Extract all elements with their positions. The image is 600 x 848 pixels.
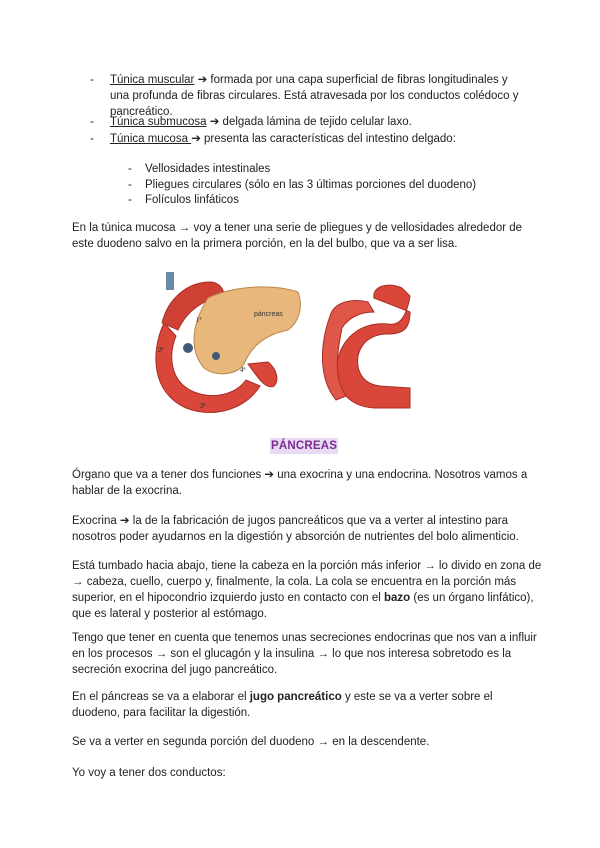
paragraph-functions: Órgano que va a tener dos funciones ➔ una exocrina y una endocrina. Nosotros vamos a hablar de la exocrina. <box>72 469 528 497</box>
duct-stub <box>166 272 174 290</box>
bullet-dash: - <box>90 74 94 86</box>
bullet-text: ➔ delgada lámina de tejido celular laxo. <box>206 116 412 128</box>
term-tunica-mucosa: Túnica mucosa <box>110 133 192 145</box>
paragraph-ducts: Yo voy a tener dos conductos: <box>72 767 226 779</box>
paragraph-exocrine: Exocrina ➔ la de la fabricación de jugos pancreáticos que va a verter al intestino para nosotros poder ayudarnos en la digestión y absorción de nutrientes del bolo alimenticio. <box>72 515 519 543</box>
term-tunica-muscular: Túnica muscular <box>110 74 195 86</box>
pancreas-head <box>194 287 300 374</box>
paragraph-endocrine: Tengo que tener en cuenta que tenemos unas secreciones endocrinas que nos van a influir en los procesos → son el glucagón y la insulina → lo que nos interesa sobretodo es la secreción exocrina del jugo pancreático. <box>72 632 537 676</box>
paragraph-secretion-site: Se va a verter en segunda porción del duodeno → en la descendente. <box>72 736 430 748</box>
label-fourth-portion: 4ª <box>240 366 246 374</box>
bullet-dash: - <box>90 116 94 128</box>
term-bazo: bazo <box>383 592 411 604</box>
label-second-portion: 2ª <box>158 346 164 354</box>
bullet-tunica-submucosa <box>90 114 530 130</box>
bullet-text: ➔ formada por una capa superficial de fibras longitudinales y una profunda de fibras circulares. Está atravesada por los conductos colédoco y pancreático. <box>110 74 519 118</box>
subbullet: - Folículos linfáticos <box>128 194 239 206</box>
duodenum-illustration <box>148 268 438 420</box>
bullet-tunica-muscular <box>90 72 530 120</box>
vessel-marker <box>212 352 220 360</box>
papilla-marker <box>183 343 193 353</box>
term-tunica-submucosa: Túnica submucosa <box>110 116 207 128</box>
label-first-portion: 1ª <box>196 316 202 324</box>
subbullet: - Pliegues circulares (sólo en las 3 últimas porciones del duodeno) <box>128 179 477 191</box>
bullet-text: ➔ presenta las características del intestino delgado: <box>191 133 456 145</box>
section-heading-pancreas: PÁNCREAS <box>271 440 338 452</box>
label-third-portion: 3ª <box>200 402 206 410</box>
label-pancreas: páncreas <box>254 311 283 318</box>
paragraph-mucosa: En la túnica mucosa → voy a tener una serie de pliegues y de vellosidades alrededor de este duodeno salvo en la primera porción, en la del bulbo, que va a ser lisa. <box>72 222 523 250</box>
term-jugo-pancreatico: jugo pancreático <box>249 691 342 703</box>
paragraph-pancreatic-juice: En el páncreas se va a elaborar el jugo pancreático y este se va a verter sobre el duodeno, para facilitar la digestión. <box>72 691 493 719</box>
subbullet: - Vellosidades intestinales <box>128 163 271 175</box>
paragraph-anatomy: Está tumbado hacia abajo, tiene la cabeza en la porción más inferior → lo divido en zona de → cabeza, cuello, cuerpo y, finalmente, la cola. La cola se encuentra en la porción más superior, en el hipocondrio izquierdo justo en contacto con el bazo (es un órgano linfático), que es lateral y posterior al estómago. <box>72 560 542 620</box>
bullet-dash: - <box>90 133 94 145</box>
bullet-tunica-mucosa <box>90 131 530 147</box>
